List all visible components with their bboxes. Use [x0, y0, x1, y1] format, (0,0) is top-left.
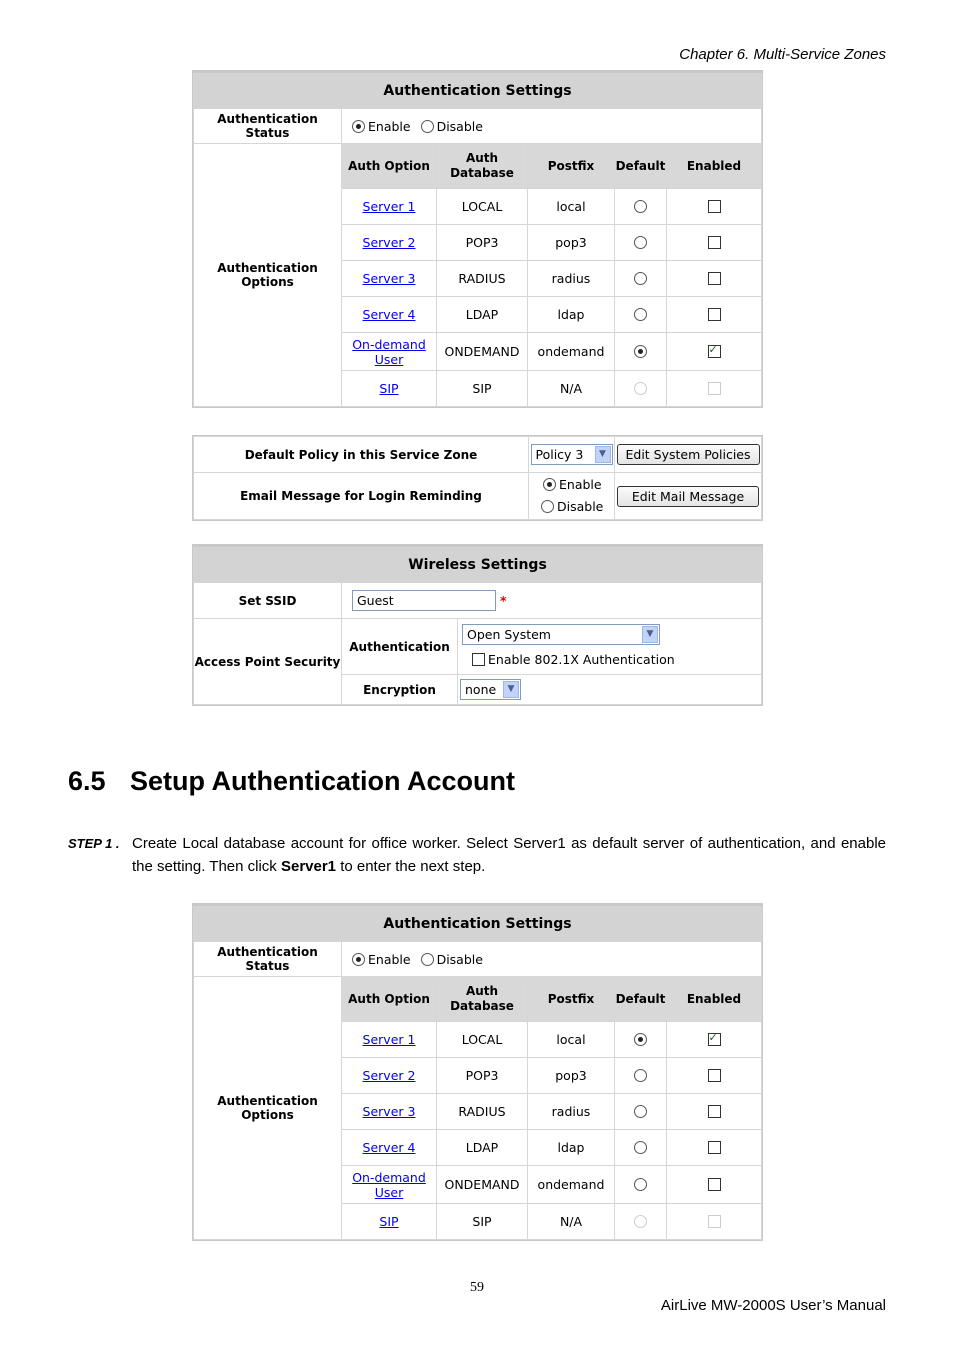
- server-2-link[interactable]: Server 2: [362, 235, 416, 250]
- postfix-cell: ldap: [528, 297, 615, 333]
- col-auth-option: Auth Option: [342, 977, 437, 1022]
- postfix-cell: local: [528, 1022, 615, 1058]
- default-radio[interactable]: [634, 1069, 647, 1082]
- db-cell: RADIUS: [437, 261, 528, 297]
- col-enabled: Enabled: [667, 144, 762, 189]
- col-auth-database: Auth Database: [437, 144, 528, 189]
- edit-system-policies-button[interactable]: Edit System Policies: [617, 444, 760, 465]
- db-cell: LOCAL: [437, 189, 528, 225]
- step-text-a: Create Local database account for office worker. Select Server1 as default server of authentication, and enable the setting. Then click: [132, 835, 886, 875]
- db-cell: ONDEMAND: [437, 1166, 528, 1204]
- db-cell: SIP: [437, 1204, 528, 1240]
- postfix-cell: ldap: [528, 1130, 615, 1166]
- on-demand-user-link[interactable]: On-demand User: [352, 1169, 426, 1200]
- sip-link[interactable]: SIP: [379, 1214, 399, 1229]
- db-cell: RADIUS: [437, 1094, 528, 1130]
- auth-status-enable-radio[interactable]: [352, 120, 365, 133]
- enable-label: Enable: [368, 118, 411, 134]
- disable-label: Disable: [557, 499, 604, 514]
- step-text-b: to enter the next step.: [336, 858, 486, 875]
- server-3-link[interactable]: Server 3: [362, 1104, 416, 1119]
- server-1-link[interactable]: Server 1: [362, 199, 416, 214]
- default-radio[interactable]: [634, 308, 647, 321]
- server-4-link[interactable]: Server 4: [362, 1140, 416, 1155]
- step-1: [68, 832, 886, 878]
- email-disable-radio[interactable]: [541, 500, 554, 513]
- default-radio[interactable]: [634, 236, 647, 249]
- section-number: 6.5: [68, 766, 106, 796]
- edit-mail-message-button[interactable]: Edit Mail Message: [617, 486, 759, 507]
- db-cell: ONDEMAND: [437, 333, 528, 371]
- postfix-cell: pop3: [528, 225, 615, 261]
- auth-settings-panel-1: [192, 70, 763, 408]
- chevron-down-icon: ▼: [503, 681, 519, 698]
- auth-settings-panel-2: [192, 903, 763, 1241]
- ssid-input[interactable]: Guest: [352, 590, 496, 611]
- default-policy-label: Default Policy in this Service Zone: [194, 437, 529, 473]
- auth-options-label: Authentication Options: [194, 144, 342, 407]
- db-cell: POP3: [437, 225, 528, 261]
- col-postfix: Postfix: [528, 977, 615, 1022]
- panel-title: Authentication Settings: [194, 907, 762, 942]
- authentication-label: Authentication: [342, 619, 458, 675]
- postfix-cell: ondemand: [528, 1166, 615, 1204]
- default-radio[interactable]: [634, 1105, 647, 1118]
- enabled-checkbox[interactable]: [708, 345, 721, 358]
- default-radio[interactable]: [634, 1033, 647, 1046]
- default-radio[interactable]: [634, 1178, 647, 1191]
- enable-8021x-checkbox[interactable]: [472, 653, 485, 666]
- server-2-link[interactable]: Server 2: [362, 1068, 416, 1083]
- enabled-checkbox[interactable]: [708, 1069, 721, 1082]
- postfix-cell: local: [528, 189, 615, 225]
- enabled-checkbox[interactable]: [708, 308, 721, 321]
- set-ssid-label: Set SSID: [194, 583, 342, 619]
- auth-status-label: Authentication Status: [194, 109, 342, 144]
- enabled-checkbox[interactable]: [708, 1105, 721, 1118]
- chevron-down-icon: ▼: [642, 626, 658, 643]
- col-default: Default: [615, 977, 667, 1022]
- enabled-checkbox[interactable]: [708, 236, 721, 249]
- postfix-cell: N/A: [528, 371, 615, 407]
- page-number: 59: [470, 1280, 484, 1295]
- db-cell: LDAP: [437, 1130, 528, 1166]
- default-radio[interactable]: [634, 200, 647, 213]
- default-radio[interactable]: [634, 1141, 647, 1154]
- auth-status-label: Authentication Status: [194, 942, 342, 977]
- enable-8021x-label: Enable 802.1X Authentication: [488, 651, 675, 667]
- postfix-cell: radius: [528, 1094, 615, 1130]
- wireless-settings-panel: [192, 544, 763, 706]
- enabled-checkbox[interactable]: [708, 1141, 721, 1154]
- server-1-link[interactable]: Server 1: [362, 1032, 416, 1047]
- required-mark: *: [499, 593, 507, 608]
- auth-status-enable-radio[interactable]: [352, 953, 365, 966]
- disable-label: Disable: [436, 951, 483, 967]
- server-4-link[interactable]: Server 4: [362, 307, 416, 322]
- section-title: Setup Authentication Account: [130, 766, 515, 796]
- db-cell: SIP: [437, 371, 528, 407]
- step-label: STEP 1 .: [68, 836, 120, 851]
- enabled-checkbox: [708, 1215, 721, 1228]
- col-auth-database: Auth Database: [437, 977, 528, 1022]
- panel-title: Authentication Settings: [194, 74, 762, 109]
- default-radio: [634, 382, 647, 395]
- enabled-checkbox: [708, 382, 721, 395]
- sip-link[interactable]: SIP: [379, 381, 399, 396]
- on-demand-user-link[interactable]: On-demand User: [352, 336, 426, 367]
- default-radio[interactable]: [634, 272, 647, 285]
- db-cell: LOCAL: [437, 1022, 528, 1058]
- panel-title: Wireless Settings: [194, 548, 762, 583]
- encryption-label: Encryption: [342, 675, 458, 705]
- postfix-cell: radius: [528, 261, 615, 297]
- disable-label: Disable: [436, 118, 483, 134]
- postfix-cell: ondemand: [528, 333, 615, 371]
- section-heading: [68, 766, 515, 797]
- enabled-checkbox[interactable]: [708, 200, 721, 213]
- manual-title: AirLive MW-2000S User’s Manual: [660, 1297, 886, 1314]
- default-radio[interactable]: [634, 345, 647, 358]
- default-radio: [634, 1215, 647, 1228]
- postfix-cell: pop3: [528, 1058, 615, 1094]
- page-header: Chapter 6. Multi-Service Zones: [679, 46, 886, 63]
- db-cell: POP3: [437, 1058, 528, 1094]
- email-message-label: Email Message for Login Reminding: [194, 473, 529, 520]
- auth-options-label: Authentication Options: [194, 977, 342, 1240]
- auth-status-disable-radio[interactable]: [421, 953, 434, 966]
- postfix-cell: N/A: [528, 1204, 615, 1240]
- col-enabled: Enabled: [667, 977, 762, 1022]
- auth-status-disable-radio[interactable]: [421, 120, 434, 133]
- server-3-link[interactable]: Server 3: [362, 271, 416, 286]
- enabled-checkbox[interactable]: [708, 1033, 721, 1046]
- db-cell: LDAP: [437, 297, 528, 333]
- col-default: Default: [615, 144, 667, 189]
- col-postfix: Postfix: [528, 144, 615, 189]
- email-enable-radio[interactable]: [543, 478, 556, 491]
- step-text-bold: Server1: [280, 858, 337, 875]
- policy-select[interactable]: Policy 3 ▼: [531, 444, 613, 465]
- col-auth-option: Auth Option: [342, 144, 437, 189]
- enabled-checkbox[interactable]: [708, 1178, 721, 1191]
- authentication-select[interactable]: Open System ▼: [462, 624, 660, 645]
- chevron-down-icon: ▼: [595, 446, 611, 463]
- encryption-select[interactable]: none ▼: [460, 679, 521, 700]
- enable-label: Enable: [368, 951, 411, 967]
- policy-panel: [192, 435, 763, 521]
- enabled-checkbox[interactable]: [708, 272, 721, 285]
- ap-security-label: Access Point Security: [194, 619, 342, 705]
- enable-label: Enable: [559, 477, 602, 492]
